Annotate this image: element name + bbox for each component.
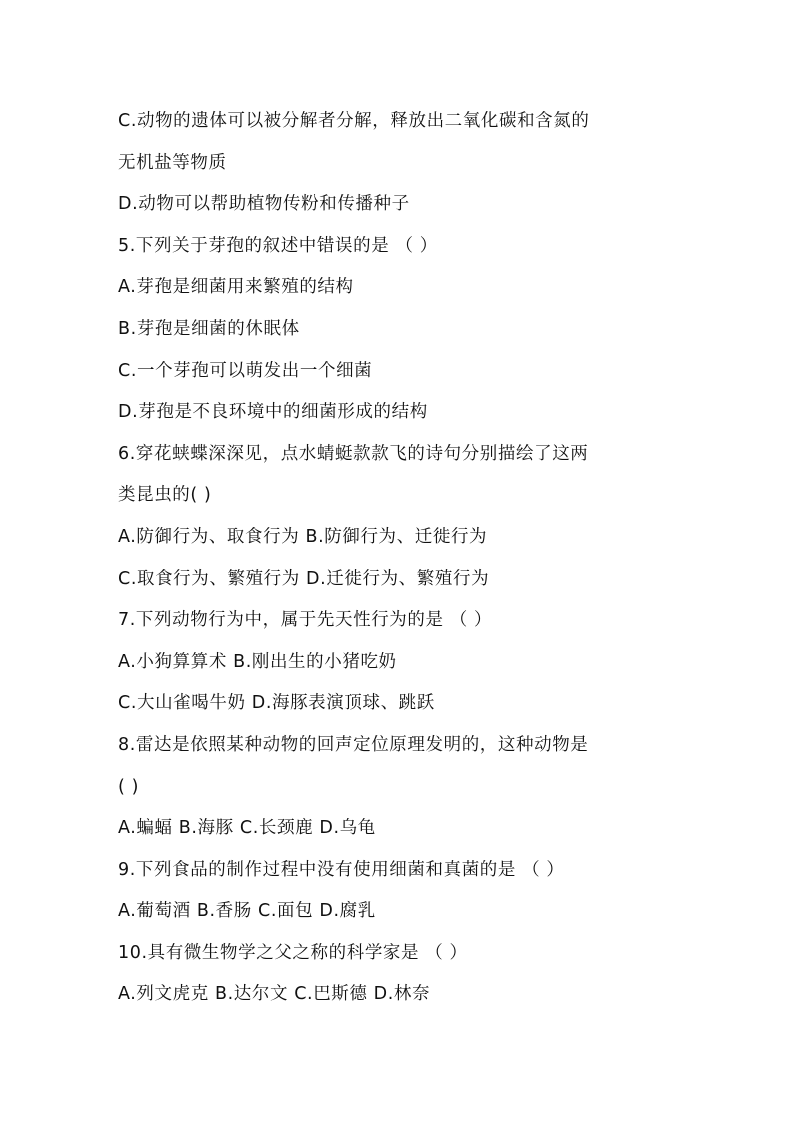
question-9: 9.下列食品的制作过程中没有使用细菌和真菌的是 （ ） bbox=[118, 859, 565, 880]
question-10-options: A.列文虎克 B.达尔文 C.巴斯德 D.林奈 bbox=[118, 984, 431, 1005]
question-6-continued: 类昆虫的( ) bbox=[118, 485, 212, 506]
question-7-options-cd: C.大山雀喝牛奶 D.海豚表演顶球、跳跃 bbox=[118, 693, 435, 714]
question-10: 10.具有微生物学之父之称的科学家是 （ ） bbox=[118, 942, 468, 963]
question-6: 6.穿花蛱蝶深深见，点水蜻蜓款款飞的诗句分别描绘了这两 bbox=[118, 443, 589, 464]
option-c-decomposer-continued: 无机盐等物质 bbox=[118, 152, 227, 173]
question-5-option-c: C.一个芽孢可以萌发出一个细菌 bbox=[118, 360, 373, 381]
question-5: 5.下列关于芽孢的叙述中错误的是 （ ） bbox=[118, 235, 438, 256]
question-5-option-b: B.芽孢是细菌的休眠体 bbox=[118, 318, 300, 339]
question-6-options-cd: C.取食行为、繁殖行为 D.迁徙行为、繁殖行为 bbox=[118, 568, 490, 589]
document-page bbox=[118, 101, 718, 1016]
question-9-options: A.葡萄酒 B.香肠 C.面包 D.腐乳 bbox=[118, 901, 376, 922]
question-5-option-d: D.芽孢是不良环境中的细菌形成的结构 bbox=[118, 402, 428, 423]
question-5-option-a: A.芽孢是细菌用来繁殖的结构 bbox=[118, 277, 354, 298]
question-8-continued: ( ) bbox=[118, 776, 140, 797]
question-8-options: A.蝙蝠 B.海豚 C.长颈鹿 D.乌龟 bbox=[118, 818, 376, 839]
question-7-options-ab: A.小狗算算术 B.刚出生的小猪吃奶 bbox=[118, 651, 397, 672]
question-7: 7.下列动物行为中，属于先天性行为的是 （ ） bbox=[118, 610, 493, 631]
question-8: 8.雷达是依照某种动物的回声定位原理发明的，这种动物是 bbox=[118, 734, 589, 755]
question-6-options-ab: A.防御行为、取食行为 B.防御行为、迁徙行为 bbox=[118, 526, 488, 547]
option-d-pollination: D.动物可以帮助植物传粉和传播种子 bbox=[118, 194, 410, 215]
option-c-decomposer: C.动物的遗体可以被分解者分解，释放出二氧化碳和含氮的 bbox=[118, 111, 590, 131]
